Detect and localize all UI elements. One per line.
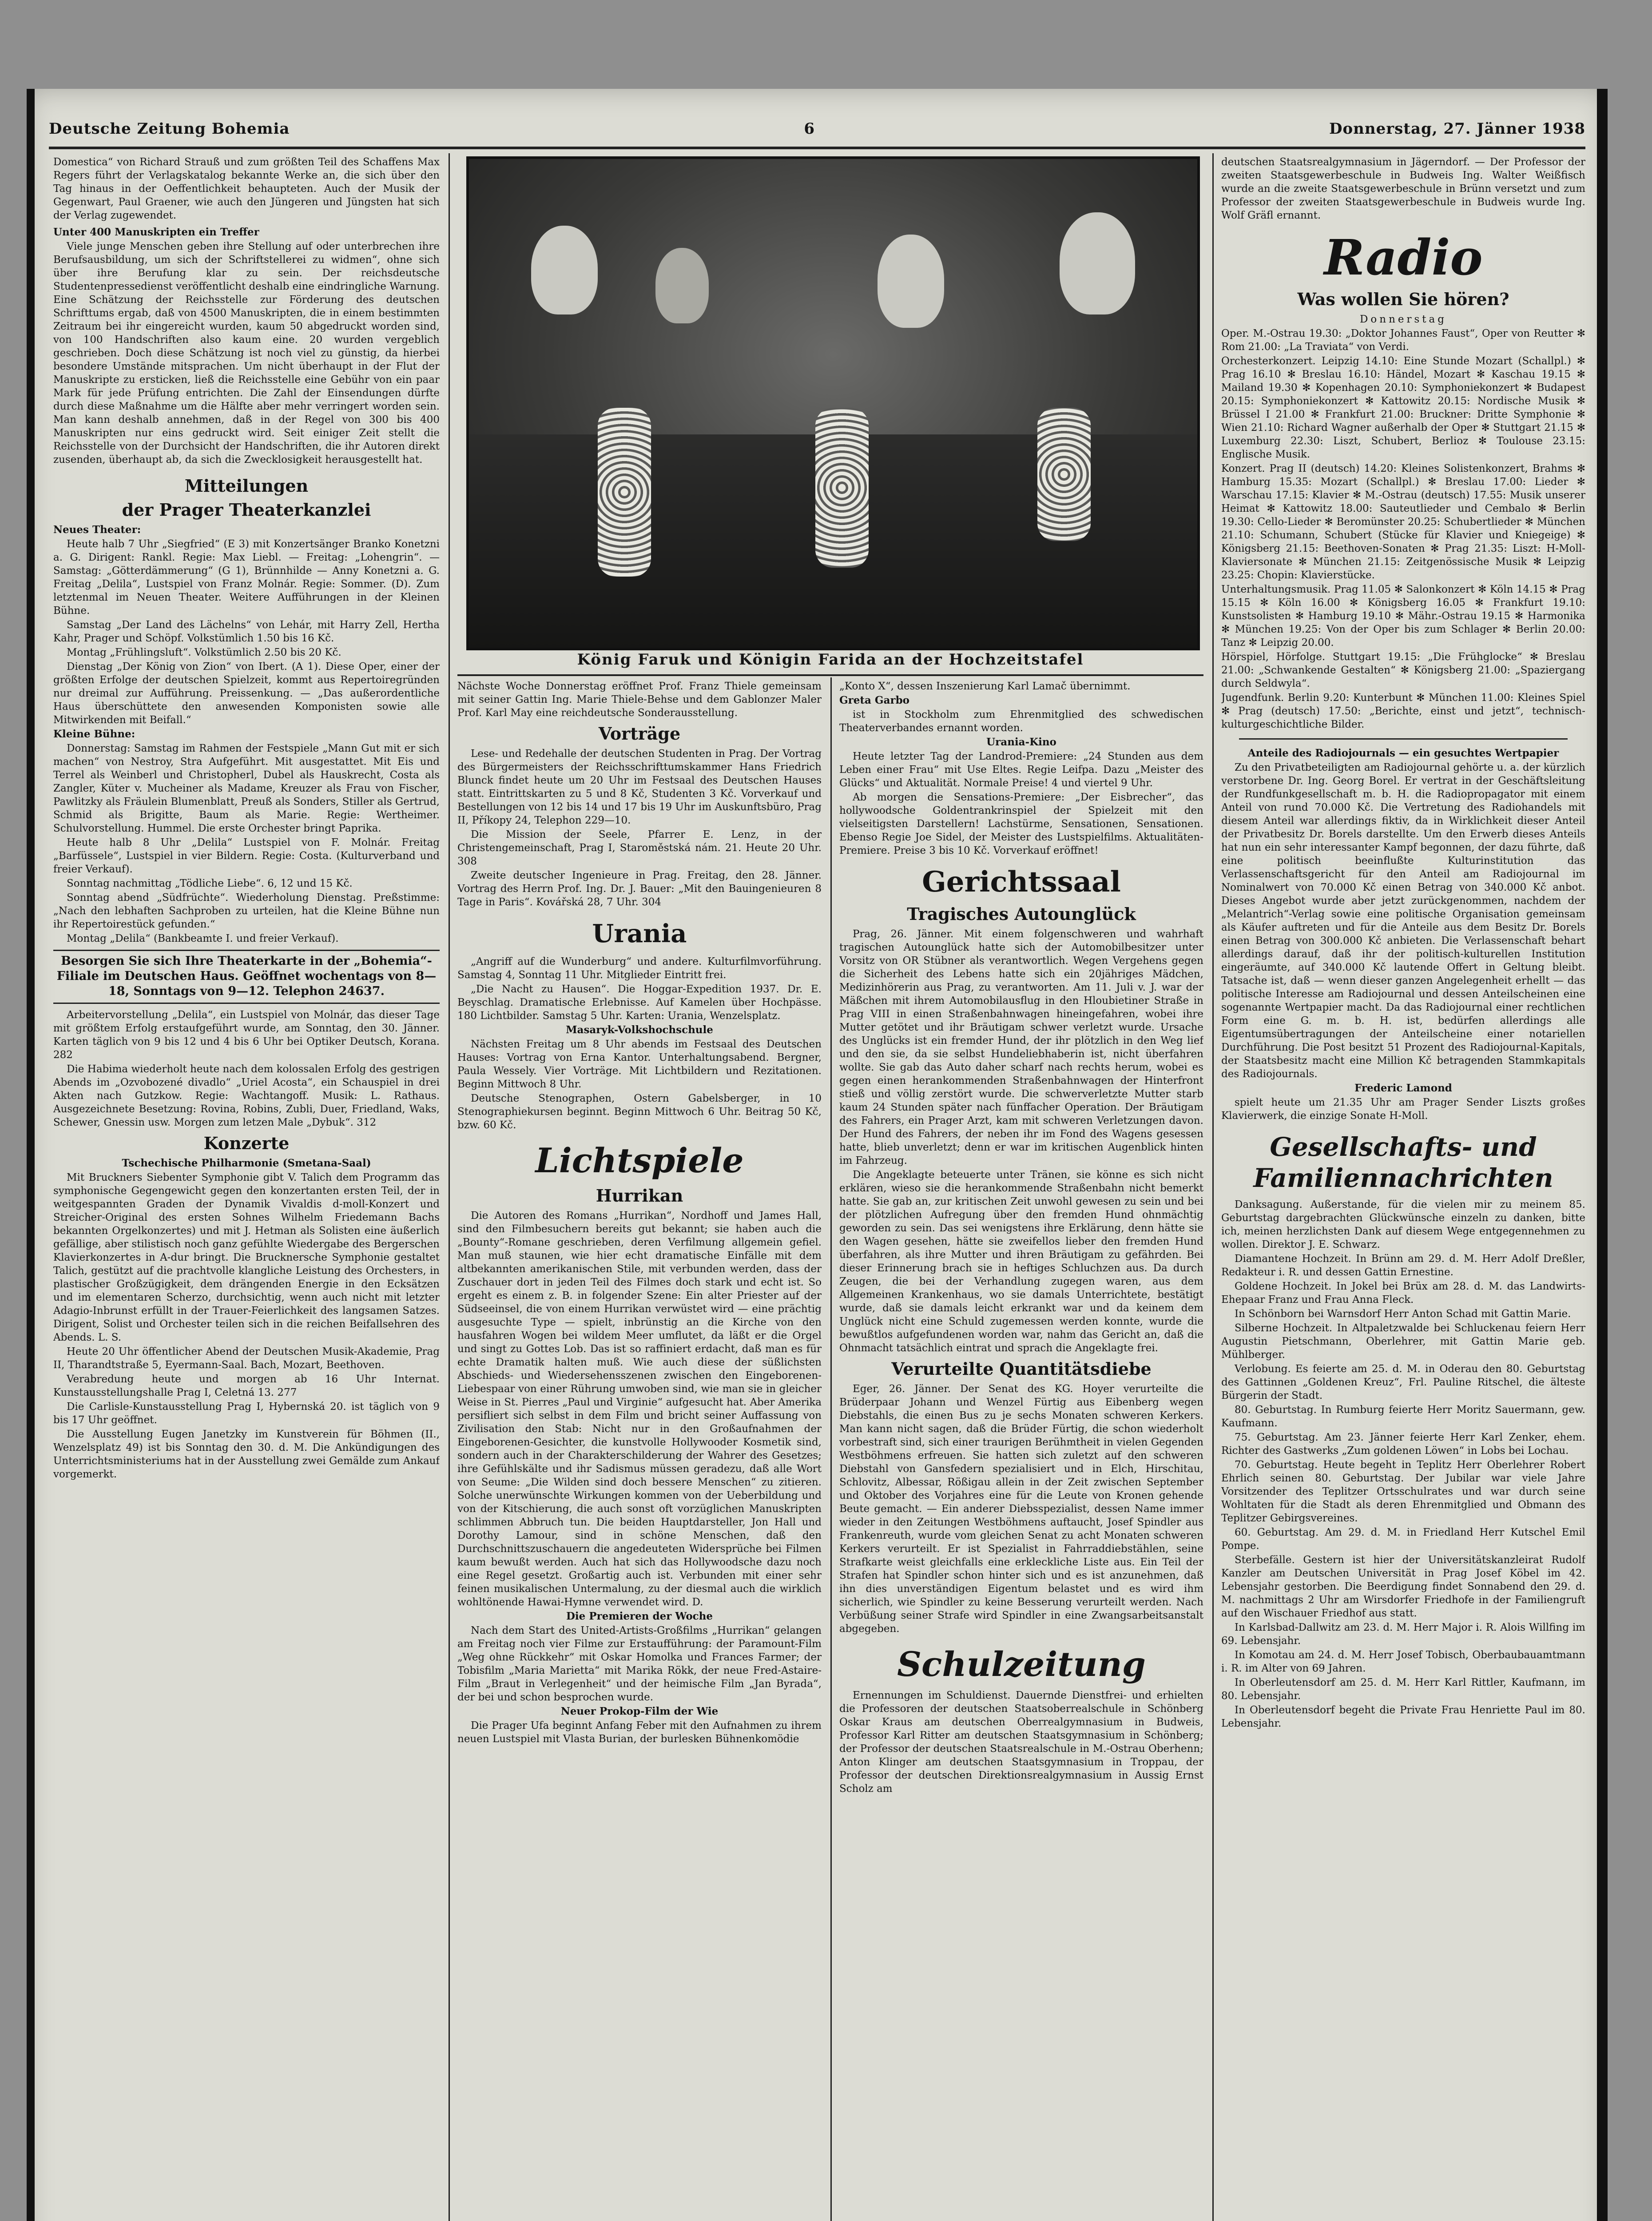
- danksagung: Danksagung. Außerstande, für die vielen mir zu meinem 85. Geburtstag dargebrachten Glückwünsche einzeln zu danken, bitte ich, meinen herzlichsten Dank auf diesem Wege entgegennehmen zu wollen. Direktor J. E. Schwarz.: [1221, 1199, 1585, 1250]
- newspaper-title: Deutsche Zeitung Bohemia: [49, 120, 290, 138]
- subheading-manuscripts: Unter 400 Manuskripten ein Treffer: [53, 226, 259, 238]
- goldene-hochzeit: Goldene Hochzeit. In Jokel bei Brüx am 28. d. M. das Landwirts-Ehepaar Franz und Frau Anna Fleck.: [1221, 1281, 1585, 1306]
- page-number: 6: [804, 120, 815, 138]
- sterbefall-5: In Oberleutensdorf begeht die Private Frau Henriette Paul im 80. Lebensjahr.: [1221, 1704, 1585, 1729]
- urania-kino-text-2: Ab morgen die Sensations-Premiere: „Der Eisbrecher“, das hollywoodsche Goldentrankrinspiel der Spielzeit mit den vielseitigsten Darstellern! Lachstürme, Sensationen, Sensationen. Ebenso Regie Joe Sidel, der Meister des Lustspielfilms. Aktualitäten-Premiere. Preise 3 bis 10 Kč. Vorverkauf eröffnet!: [839, 792, 1203, 856]
- heading-mitteilungen: Mitteilungen: [184, 476, 309, 496]
- radio-konzert: Konzert. Prag II (deutsch) 14.20: Kleines Solistenkonzert, Brahms ✻ Hamburg 15.35: Mozart (Schallpl.) ✻ Breslau 17.00: Lieder ✻ Warschau 17.15: Klavier ✻ M.-Ostrau (deutsch) 17.55: Musik unserer Heimat ✻ Kattowitz 18.00: Sauteutlieder und Cembalo ✻ Berlin 19.30: Cello-Lieder ✻ Beromünster 20.25: Schubertlieder ✻ München 21.10: Schumann, Schubert (Stücke für Klavier und Kniegeige) ✻ Königsberg 21.15: Beethoven-Sonaten ✻ Prag 21.35: Liszt: H-Moll-Klaviersonate ✻ München 21.15: Zeitgenössische Musik ✻ Leipzig 23.25: Chopin: Klavierstücke.: [1221, 463, 1585, 581]
- silberne-hochzeit: Silberne Hochzeit. In Altpaletzwalde bei Schluckenau feiern Herr Augustin Pietschmann, Oberlehrer, mit Gattin Marie geb. Mühlberger.: [1221, 1322, 1585, 1361]
- vortrag-1: Lese- und Redehalle der deutschen Studenten in Prag. Der Vortrag des Bürgermeisters der Reichsschrifttumskammer Hans Friedrich Blunck findet heute um 20 Uhr im Festsaal des Deutschen Hauses statt. Eintrittskarten zu 5 und 8 Kč, Studenten 3 Kč. Vorverkauf und Bestellungen von 12 bis 14 und 17 bis 19 Uhr im Auskunftsbüro, Prag II, Příkopy 24, Telephon 229—10.: [457, 748, 822, 826]
- heading-gerichtssaal: Gerichtssaal: [922, 865, 1121, 899]
- flower-arrangement-1: [598, 408, 651, 577]
- column-divider-2: [830, 677, 832, 2221]
- issue-date: Donnerstag, 27. Jänner 1938: [1329, 120, 1585, 138]
- theater-text-2: Samstag „Der Land des Lächelns“ von Lehár, mit Harry Zell, Hertha Kahr, Prager und Schöpf. Volkstümlich 1.50 bis 16 Kč.: [53, 619, 440, 644]
- article-manuscripts: Viele junge Menschen geben ihre Stellung auf oder unterbrechen ihre Berufsausbildung, um sich der Schriftstellerei zu widmen“, ohne sich über ihre Berufung klar zu sein. Der reichsdeutsche Studentenpressedienst veröffentlicht deshalb eine eindringliche Warnung. Eine Schätzung der Reichsstelle zur Förderung des deutschen Schrifttums ergab, daß von 4500 Manuskripten, die in einem bestimmten Zeitraum bei ihr eingereicht wurden, kaum 50 abgedruckt worden sind, von 100 Handschriften also kaum eine. 20 wurden vergeblich geschrieben. Doch diese Schätzung ist noch viel zu günstig, da hierbei besondere Umstände mitsprachen. Um nicht überhaupt in der Flut der Manuskripte zu ersticken, ließ die Reichsstelle eine Gebühr von ein paar Mark für jede Prüfung entrichten. Die Zahl der Einsendungen dürfte durch diese Maßnahme um die Hälfte aber mehr verringert worden sein. Man kann deshalb annehmen, daß in der Regel von 300 bis 400 Manuskripten nur eins gedruckt wird. Seit einiger Zeit stellt die Reichsstelle von der Durchsicht der Handschriften, die ihr Autoren direkt zusenden, überhaupt ab, da sich die Zwecklosigkeit herausgestellt hat.: [53, 241, 440, 466]
- heading-theaterkanzlei: der Prager Theaterkanzlei: [122, 500, 371, 520]
- heading-radio: Radio: [1324, 229, 1483, 286]
- kleine-buehne-text-1: Donnerstag: Samstag im Rahmen der Festspiele „Mann Gut mit er sich machen“ von Nestroy, Stra Aufgeführt. Mit ausgestattet. Mit Eis und Terrel als Weinberl und Christopherl, Dubel als Hauskrecht, Costa als Zangler, Küter v. Mucheiner als Madame, Kreuzer als Frau von Fischer, Pawlitzky als Fräulein Blumenblatt, Preuß als Sonders, Stiller als Gertrud, Schmid als Brigitte, Baum als Marie. Regie: Wertheimer. Schulvorstellung. Hummel. Die erste Orchester bringt Paprika.: [53, 743, 440, 834]
- subheading-lamond: Frederic Lamond: [1354, 1082, 1452, 1094]
- quantitaetsdiebe-text: Eger, 26. Jänner. Der Senat des KG. Hoyer verurteilte die Brüderpaar Johann und Wenzel Fürtig aus Eibenberg wegen Diebstahls, die einen Bus zu je sechs Monaten schweren Kerkers. Man kann nicht sagen, daß die Brüder Fürtig, die schon wiederholt vorbestraft sind, sich einer traurigen Berühmtheit in vielen Gegenden Westböhmens erfreuen. Sie hatten sich zuletzt auf den schweren Diebstahl von Gansfedern spezialisiert und in Elch, Hirschitau, Schlovitz, Albessar, Rößigau allein in der Zeit zwischen September und Oktober des Vorjahres eine für die Leute von Kronen gehende Beute gemacht. — Ein anderer Diebsspezialist, dessen Name immer wieder in den Zeitungen Westböhmens auftaucht, Josef Spindler aus Frankenreuth, wurde vom gleichen Senat zu acht Monaten schweren Kerkers verurteilt. Er ist Spezialist in Fahrraddiebstählen, seine Strafkarte weist gleichfalls eine erkleckliche Liste aus. Ein Teil der Strafen hat Spindler schon hinter sich und es ist anzunehmen, daß ihn dies unverständigen Eigentum belastet und es wird ihm sicherlich, wie Spindler zu keine Besserung verurteilt werden. Nach Verbüßung seiner Strafe wird Spindler in eine Zwangsarbeitsanstalt abgegeben.: [839, 1383, 1203, 1635]
- arbeitervorstellung-text: Arbeitervorstellung „Delila“, ein Lustspiel von Molnár, das dieser Tage mit größtem Erfolg erstaufgeführt wurde, am Sonntag, den 30. Jänner. Karten täglich von 9 bis 12 und 4 bis 6 Uhr bei Optiker Deutsch, Korana. 282: [53, 1009, 440, 1061]
- sterbefall-3: In Komotau am 24. d. M. Herr Josef Tobisch, Oberbaubauamtmann i. R. im Alter von 69 Jahren.: [1221, 1649, 1585, 1674]
- hurrikan-review: Die Autoren des Romans „Hurrikan“, Nordhoff und James Hall, sind den Filmbesuchern bereits gut bekannt; sie haben auch die „Bounty“-Romane geschrieben, deren Verfilmung allgemein gefiel. Man muß staunen, wie hier echt dramatische Einfälle mit dem altbekannten amerikanischen Stile, mit verbunden werden, dass der Zuschauer dort in jeden Teil des Filmes doch stark und echt ist. So ergeht es einem z. B. in folgender Szene: Ein alter Priester auf der Südseeinsel, die von einem Hurrikan verwüstet wird — eine prächtig ausgesuchte Type — spielt, inbrünstig an die Kirche von den hausfahren Wogen bei wildem Meer umflutet, da läßt er die Orgel und singt zu Gottes Lob. Das ist so raffiniert erdacht, daß man es für echte Dramatik halten muß. Wie auch diese der süßlichsten Abschieds- und Wiedersehensszenen zwischen den Eingeborenen-Liebespaar von einer Rührung umwoben sind, wie man sie in gleicher Weise in St. Pierres „Paul und Virginie“ aufgesucht hat. Aber Amerika persifliert sich selbst in dem Film und bricht seiner Auffassung von Zivilisation den Stab: Nicht nur in den Großaufnahmen der Eingeborenen-Gesichter, die kunstvolle Hollywooder Kosmetik sind, sondern auch in der Charakterschilderung der Wahrer des Gesetzes; ihre Gefühlskälte und ihr Sadismus müssen geradezu, daß alle Wort von Seume: „Die Wilden sind doch bessere Menschen“ zu zitieren. Solche unerwünschte Wirkungen kommen von der Ueberbildung und von der Kitschierung, die auch sonst oft vorzüglichen Manuskripten schlimmen Abbruch tun. Die beiden Hauptdarsteller, Jon Hall und Dorothy Lamour, sind in schöne Menschen, daß den Durchschnittszuschauern die angedeuteten Widersprüche bei Filmen kaum bewußt werden. Auch hat sich das Hollywoodsche dazu noch eine Regel gesetzt. Großartig auch ist. Verbunden mit einer sehr feinen musikalischen Untermalung, zu der diesmal auch die wirklich wohltönende Hawai-Hymne verwendet wird. D.: [457, 1210, 822, 1608]
- radio-hoerspiel: Hörspiel, Hörfolge. Stuttgart 19.15: „Die Frühglocke“ ✻ Breslau 21.00: „Schwankende Gestalten“ ✻ Königsberg 21.00: „Spaziergang durch Seldwyla“.: [1221, 651, 1585, 689]
- autounglueck-text-1: Prag, 26. Jänner. Mit einem folgenschweren und wahrhaft tragischen Autounglück hatte sich der Automobilbesitzer unter Vorsitz von OR Stübner als verantwortlich. Wegen Vergehens gegen die Sicherheit des Lebens hatte sich ein 20jähriges Mädchen, Medizinhörerin aus Prag, zu verantworten. Am 11. Juli v. J. war der Mäßchen mit ihrem Automobilausflug in den Hloubietiner Straße in Prag VIII in einen Straßenbahnwagen hineingefahren, wobei ihre Mutter getötet und ihr Bräutigam schwer verletzt wurde. Ursache des Unglücks ist ein fremder Hund, der ihr plötzlich in den Weg lief und den sie, da sie selbst Hundeliebhaberin ist, nicht überfahren wollte. Sie gab das Auto daher scharf nach rechts herum, wobei es gegen einen herankommenden Straßenbahnwagen der Hinterfront stieß und völlig zerstört wurde. Die schwerverletzte Mutter starb kaum 24 Stunden später nach fünffacher Operation. Der Bräutigam des Fahrers, ein Prager Arzt, kam mit schweren Verletzungen davon. Der Hund des Fahrers, der neben ihr im Fond des Wagens gesessen hatte, blieb unverletzt; denn er war im kritischen Augenblick hinten im Fahrzeug.: [839, 928, 1203, 1166]
- section-rule: [1239, 738, 1568, 740]
- subheading-philharmonie: Tschechische Philharmonie (Smetana-Saal): [122, 1157, 371, 1169]
- staatsrealgymnasium-text: deutschen Staatsrealgymnasium in Jägerndorf. — Der Professor der zweiten Staatsgewerbeschule in Budweis Ing. Walter Weißfisch wurde an die zweite Staatsgewerbeschule in Brünn versetzt und zum Professor der zweiten Staatsgewerbeschule in Budweis wurde Ing. Wolf Gräfl ernannt.: [1221, 156, 1585, 221]
- exhibition-text: Nächste Woche Donnerstag eröffnet Prof. Franz Thiele gemeinsam mit seiner Gattin Ing. Marie Thiele-Behse und dem Gablonzer Maler Prof. Karl May eine reichdeutsche Sonderausstellung.: [457, 681, 822, 719]
- heading-lichtspiele: Lichtspiele: [535, 1141, 744, 1180]
- ticket-office-notice: Besorgen Sie sich Ihre Theaterkarte in der „Bohemia“-Filiale im Deutschen Haus. Geöffnet wochentags von 8—18, Sonntags von 9—12. Telephon 24637.: [56, 954, 437, 998]
- konto-x-text: „Konto X“, dessen Inszenierung Karl Lamač übernimmt.: [839, 681, 1131, 692]
- subheading-garbo: Greta Garbo: [839, 694, 910, 706]
- sterbefall-1: Sterbefälle. Gestern ist hier der Universitätskanzleirat Rudolf Kanzler am Deutschen Universität in Prag Josef Köbel im 42. Lebensjahr gestorben. Die Beerdigung findet Sonnabend den 29. d. M. nachmittags 2 Uhr am Wirsdorfer Friedhofe in der Familiengruft auf den Wischauer Friedhof aus statt.: [1221, 1554, 1585, 1619]
- heading-urania: Urania: [592, 919, 687, 948]
- urania-text-2: „Die Nacht zu Hausen“. Die Hoggar-Expedition 1937. Dr. E. Beyschlag. Dramatische Erlebnisse. Auf Kamelen über Hochpässe. 180 Lichtbilder. Samstag 5 Uhr. Karten: Urania, Wenzelsplatz.: [457, 983, 822, 1022]
- autounglueck-text-2: Die Angeklagte beteuerte unter Tränen, sie könne es sich nicht erklären, wieso sie die herankommende Straßenbahn nicht bemerkt hatte. Sie gab an, zur kritischen Zeit unwohl gewesen zu sein und bei der plötzlichen Aufregung über den fremden Hund ohnmächtig geworden zu sein. Das sei wenigstens ihre Erklärung, denn hätte sie den Wagen gesehen, hätte sie zweifellos lieber den fremden Hund überfahren, als ihre Mutter und ihren Bräutigam zu gefährden. Bei dieser Erinnerung brach sie in heftiges Schluchzen aus. Da durch Zeugen, die bei der Verhandlung zugegen waren, aus dem Allgemeinen Krankenhaus, wo sie damals Unterrichtete, bestätigt wurde, daß sie damals leicht erkrankt war und da keinem dem Unglück nicht eine Schuld zugemessen werden konnte, wurde die bewußtlos aufgefundenen worden war, nahm das Gericht an, daß die Ohnmacht tatsächlich eintrat und sprach die Angeklagte frei.: [839, 1169, 1203, 1354]
- right-edge-shadow: [1597, 89, 1608, 2221]
- geburtstag-75: 75. Geburtstag. Am 23. Jänner feierte Herr Karl Zenker, ehem. Richter des Gastwerks „Zum goldenen Löwen“ in Lobs bei Lochau.: [1221, 1432, 1585, 1457]
- heading-was-wollen-sie-hoeren: Was wollen Sie hören?: [1297, 289, 1509, 309]
- urania-text-1: „Angriff auf die Wunderburg“ und andere. Kulturfilmvorführung. Samstag 4, Sonntag 11 Uhr. Mitglieder Eintritt frei.: [457, 956, 822, 981]
- heading-gesellschaftsnachrichten: Gesellschafts- und Familiennachrichten: [1253, 1132, 1553, 1193]
- heading-schulzeitung: Schulzeitung: [897, 1644, 1146, 1684]
- heading-quantitaetsdiebe: Verurteilte Quantitätsdiebe: [891, 1359, 1152, 1379]
- lamond-text: spielt heute um 21.35 Uhr am Prager Sender Liszts großes Klavierwerk, die einzige Sonate H-Moll.: [1221, 1097, 1585, 1122]
- habima-text: Die Habima wiederholt heute nach dem kolossalen Erfolg des gestrigen Abends im „Ozvobozené divadlo“ „Uriel Acosta“, ein Schauspiel in drei Akten nach Gutzkow. Regie: Wachtangoff. Musik: L. Rathaus. Ausgezeichnete Besetzung: Rovina, Robins, Zubli, Duer, Friedland, Waks, Schewer, Gnessin usw. Morgen zum letzen Male „Dybuk“. 312: [53, 1063, 440, 1128]
- schulzeitung-text: Ernennungen im Schuldienst. Dauernde Dienstfrei- und erhielten die Professoren der deutschen Staatsoberrealschule in Schönberg Oskar Kraus am deutschen Oberrealgymnasium in Budweis, Professor Karl Ritter am deutschen Staatsgymnasium in Schönberg; der Professor der deutschen Staatsrealschule in M.-Ostrau Oberhenn; Anton Klinger am deutschen Staatsgymnasium in Troppau, der Professor der deutschen Direktionsrealgymnasium in Aussig Ernst Scholz am: [839, 1690, 1203, 1795]
- heading-vortraege: Vorträge: [598, 724, 681, 744]
- carlisle-exhibition: Die Carlisle-Kunstausstellung Prag I, Hybernská 20. ist täglich von 9 bis 17 Uhr geöffnet.: [53, 1401, 440, 1426]
- figure-left-2: [655, 248, 709, 323]
- kleine-buehne-text-4: Sonntag abend „Südfrüchte“. Wiederholung Dienstag. Preßstimme: „Nach den lebhaften Sachproben zu urteilen, hat die Kleine Bühne nun ihr Repertoirestück gefunden.“: [53, 892, 440, 930]
- radio-jugendfunk: Jugendfunk. Berlin 9.20: Kunterbunt ✻ München 11.00: Kleines Spiel ✻ Prag (deutsch) 17.50: „Berichte, einst und jetzt“, technisch-kulturgeschichtliche Bilder.: [1221, 692, 1585, 730]
- header-rule: [49, 147, 1585, 149]
- kleine-buehne-text-5: Montag „Delila“ (Bankbeamte I. und freier Verkauf).: [67, 933, 339, 944]
- column-3: [839, 680, 1203, 2221]
- column-divider-3: [1212, 153, 1214, 2221]
- premieren-text: Nach dem Start des United-Artists-Großfilms „Hurrikan“ gelangen am Freitag noch vier Filme zur Erstaufführung: der Paramount-Film „Weg ohne Rückkehr“ mit Oskar Homolka und Frances Farmer; der Tobisfilm „Maria Marietta“ mit Marika Rökk, der neue Fred-Astaire-Film „Braut in Verlegenheit“ und der heimische Film „Jan Byrada“, der bei und schon besprochen wurde.: [457, 1625, 822, 1703]
- radio-oper: Oper. M.-Ostrau 19.30: „Doktor Johannes Faust“, Oper von Reutter ✻ Rom 21.00: „La Traviata“ von Verdi.: [1221, 328, 1585, 353]
- caption-rule: [457, 674, 1203, 676]
- page-header: [49, 113, 1585, 144]
- vortrag-3: Zweite deutscher Ingenieure in Prag. Freitag, den 28. Jänner. Vortrag des Herrn Prof. Ing. Dr. J. Bauer: „Mit den Bauingenieuren 8 Tage in Paris“. Kovářská 28, 7 Uhr. 304: [457, 870, 822, 908]
- theater-text-1: Heute halb 7 Uhr „Siegfried“ (E 3) mit Konzertsänger Branko Konetzni a. G. Dirigent: Rankl. Regie: Max Liebl. — Freitag: „Lohengrin“. — Samstag: „Götterdämmerung“ (G 1), Brünnhilde — Anny Konetzni a. G. Freitag „Delila“, Lustspiel von Franz Molnár. Regie: Sommer. (D). Zum letztenmal im Neuen Theater. Weitere Aufführungen in der Kleinen Bühne.: [53, 538, 440, 617]
- verabredung-notice: Verabredung heute und morgen ab 16 Uhr Internat. Kunstausstellungshalle Prag I, Celetná 13. 277: [53, 1373, 440, 1398]
- radio-orchester: Orchesterkonzert. Leipzig 14.10: Eine Stunde Mozart (Schallpl.) ✻ Prag 16.10 ✻ Breslau 16.10: Händel, Mozart ✻ Kaschau 19.15 ✻ Mailand 19.30 ✻ Kopenhagen 20.10: Symphoniekonzert ✻ Budapest 20.15: Symphoniekonzert ✻ Kattowitz 20.15: Nordische Musik ✻ Brüssel I 21.00 ✻ Frankfurt 21.00: Bruckner: Dritte Symphonie ✻ Wien 21.10: Richard Wagner außerhalb der Oper ✻ Stuttgart 21.15 ✻ Luxemburg 22.30: Liszt, Schubert, Berlioz ✻ Toulouse 23.15: Englische Musik.: [1221, 355, 1585, 460]
- subheading-prokop-film: Neuer Prokop-Film der Wie: [560, 1705, 719, 1717]
- philharmonie-review: Mit Bruckners Siebenter Symphonie gibt V. Talich dem Programm das symphonische Gegengewicht gegen den konzertanten ersten Teil, der in weitgespannten Graden der Dynamik Vivaldis d-moll-Konzert und Streicher-Original des ersten Sohnes Wilhelm Friedemann Bachs bekannten Orgelkonzertes) und mit J. Hetman als Solisten eine äußerlich gefällige, aber stilistisch noch ganz gefühlte Wiedergabe des Bergerschen Klavierkonzertes in A-dur bringt. Die Brucknersche Symphonie gestaltet Talich, gestützt auf die prachtvolle klangliche Leistung des Orchesters, in plastischer Großzügigkeit, dem drängenden Energie in den Ecksätzen und im elementaren Scherzo, durchsichtig, wenn auch nicht mit letzter Adagio-Inbrunst erfüllt in der Trauer-Feierlichkeit des langsamen Satzes. Dirigent, Solist und Orchester teilen sich in die reichen Beifallsehren des Abends. L. S.: [53, 1172, 440, 1343]
- garbo-text: ist in Stockholm zum Ehrenmitglied des schwedischen Theaterverbandes ernannt worden.: [839, 709, 1203, 734]
- volkshochschule-text: Nächsten Freitag um 8 Uhr abends im Festsaal des Deutschen Hauses: Vortrag von Erna Kantor. Unterhaltungsabend. Bergner, Paula Wessely. Vier Vorträge. Mit Lichtbildern und Rezitationen. Beginn Mittwoch 8 Uhr.: [457, 1039, 822, 1090]
- subheading-volkshochschule: Masaryk-Volkshochschule: [566, 1024, 713, 1036]
- column-4: [1221, 155, 1585, 2221]
- figure-left: [531, 226, 598, 314]
- column-divider-1: [449, 153, 450, 2221]
- flower-arrangement-3: [1037, 408, 1091, 541]
- kleine-buehne-text-3: Sonntag nachmittag „Tödliche Liebe“. 6, 12 und 15 Kč.: [67, 878, 353, 889]
- vortrag-2: Die Mission der Seele, Pfarrer E. Lenz, in der Christengemeinschaft, Prag I, Staroměstská nám. 21. Heute 20 Uhr. 308: [457, 829, 822, 867]
- subheading-urania-kino: Urania-Kino: [986, 736, 1056, 748]
- stenographen-text: Deutsche Stenographen, Ostern Gabelsberger, in 10 Stenographiekursen beginnt. Beginn Mittwoch 6 Uhr. Beitrag 50 Kč, bzw. 60 Kč.: [457, 1093, 822, 1131]
- theater-text-4: Dienstag „Der König von Zion“ von Ibert. (A 1). Diese Oper, einer der größten Erfolge der deutschen Spielzeit, kommt aus Repertoiregründen nur dreimal zur Aufführung. Preissenkung. — „Das außerordentliche Haus überschüttete den anwesenden Komponisten sowie alle Mitwirkenden mit Beifall.“: [53, 661, 440, 726]
- radio-unterhaltung: Unterhaltungsmusik. Prag 11.05 ✻ Salonkonzert ✻ Köln 14.15 ✻ Prag 15.15 ✻ Köln 16.00 ✻ Königsberg 16.05 ✻ Frankfurt 19.10: Kunstsolisten ✻ Hamburg 19.10 ✻ Mähr.-Ostrau 19.15 ✻ Harmonika ✻ München 19.25: Von der Oper bis zum Schlager ✻ Berlin 20.00: Tanz ✻ Leipzig 20.00.: [1221, 584, 1585, 649]
- hochzeit-schoenborn: In Schönborn bei Warnsdorf Herr Anton Schad mit Gattin Marie.: [1235, 1308, 1571, 1320]
- flower-arrangement-2: [815, 408, 869, 568]
- heading-hurrikan: Hurrikan: [596, 1186, 683, 1206]
- sterbefall-2: In Karlsbad-Dallwitz am 23. d. M. Herr Major i. R. Alois Willfing im 69. Lebensjahr.: [1221, 1622, 1585, 1647]
- column-2: [457, 680, 822, 2221]
- weekday-label: Donnerstag: [1359, 314, 1447, 325]
- intro-text: Domestica“ von Richard Strauß und zum größten Teil des Schaffens Max Regers führt der Verlagskatalog bekannte Werke an, die sich über den Tag hinaus in der Oeffentlichkeit behaupteten. Auch der Musik der Gegenwart, Paul Graener, wie auch den Jüngeren und Jüngsten hat sich der Verlag zugewendet.: [53, 156, 440, 221]
- heading-autounglueck: Tragisches Autounglück: [907, 904, 1136, 924]
- geburtstag-70: 70. Geburtstag. Heute begeht in Teplitz Herr Oberlehrer Robert Ehrlich seinen 80. Geburtstag. Der Jubilar war viele Jahre Vorsitzender des Teplitzer Ortsschulrates und war durch seine Wohltaten für die Stadt als deren Ehrenmitglied und Obmann des Teplitzer Gebirgsvereines.: [1221, 1459, 1585, 1524]
- akademie-notice: Heute 20 Uhr öffentlicher Abend der Deutschen Musik-Akademie, Prag II, Tharandtstraße 5, Eyermann-Saal. Bach, Mozart, Beethoven.: [53, 1346, 440, 1371]
- geburtstag-80: 80. Geburtstag. In Rumburg feierte Herr Moritz Sauermann, gew. Kaufmann.: [1221, 1404, 1585, 1429]
- subheading-kleine-buehne: Kleine Bühne:: [53, 728, 135, 740]
- theater-text-3: Montag „Frühlingsluft“. Volkstümlich 2.50 bis 20 Kč.: [67, 647, 342, 658]
- geburtstag-60: 60. Geburtstag. Am 29. d. M. in Friedland Herr Kutschel Emil Pompe.: [1221, 1527, 1585, 1552]
- kleine-buehne-text-2: Heute halb 8 Uhr „Delila“ Lustspiel von F. Molnár. Freitag „Barfüssele“, Lustspiel in vier Bildern. Regie: Costa. (Kulturverband und freier Verkauf).: [53, 837, 440, 875]
- subheading-neues-theater: Neues Theater:: [53, 524, 141, 536]
- radiojournal-text: Zu den Privatbeteiligten am Radiojournal gehörte u. a. der kürzlich verstorbene Dr. Ing. Georg Borel. Er vertrat in der Geschäftsleitung der Rundfunkgesellschaft m. b. H. die Radiopropagator mit einem Anteil von rund 70.000 Kč. Die Vertretung des Radiohandels mit diesem Anteil war allerdings fiktiv, da in Wirklichkeit dieser Anteil der Privatbesitz Dr. Borels darstellte. Um den Erwerb dieses Anteils hat nun ein sehr interessanter Kampf begonnen, der dazu führte, daß eine politisch beeinflußte Kulturinstitution das Verlassenschaftsgericht für den Anteil am Radiojournal im Nominalwert von 70.000 Kč einen Betrag von 340.000 Kč anbot. Dieses Angebot wurde aber jetzt zurückgenommen, nachdem der „Melantrich“-Verlag sowie eine politische Organisation gemeinsam als Käufer auftreten und für die Anteile aus dem Besitz Dr. Borels einen Betrag von 300.000 Kč anbieten. Die Verlassenschaft behart allerdings darauf, daß ihr der politisch-kulturellen Institution eingeräumte, auf 340.000 Kč lautende Offert in Geltung bleibt. Tatsache ist, daß — wenn dieser ganzen Angelegenheit erhellt — das politische Interesse am Radiojournal und dessen Anteilscheinen eine sogenannte Wertpapier macht. Da das Radiojournal einer rechtlichen Form eine G. m. b. H. ist, bedürfen allerdings alle Eigentumsübertragungen der Anteilscheine einer notariellen Durchführung. Die Post besitzt 51 Prozent des Radiojournal-Kapitals, der Staatsbesitz macht eine Million Kč betragenden Stammkapitals des Radiojournals.: [1221, 762, 1585, 1080]
- verlobung: Verlobung. Es feierte am 25. d. M. in Oderau den 80. Geburtstag des Gattinnen „Goldenen Kreuz“, Frl. Pauline Ritschel, die älteste Bürgerin der Stadt.: [1221, 1363, 1585, 1401]
- janetzky-exhibition: Die Ausstellung Eugen Janetzky im Kunstverein für Böhmen (II., Wenzelsplatz 49) ist bis Sonntag den 30. d. M. Die Ankündigungen des Unterrichtsministeriums hat in der Ausstellung zwei Gemälde zum Ankauf vorgemerkt.: [53, 1429, 440, 1480]
- sterbefall-4: In Oberleutensdorf am 25. d. M. Herr Karl Rittler, Kaufmann, im 80. Lebensjahr.: [1221, 1677, 1585, 1702]
- urania-kino-text-1: Heute letzter Tag der Landrod-Premiere: „24 Stunden aus dem Leben einer Frau“ mit Use Eltes. Regie Leifpa. Dazu „Meister des Glücks“ und Aktualität. Normale Preise! 4 und viertel 9 Uhr.: [839, 751, 1203, 789]
- diamantene-hochzeit: Diamantene Hochzeit. In Brünn am 29. d. M. Herr Adolf Dreßler, Redakteur i. R. und dessen Gattin Ernestine.: [1221, 1253, 1585, 1278]
- wedding-photo: [466, 156, 1200, 650]
- column-1: [53, 155, 440, 2221]
- figure-right: [1060, 212, 1135, 314]
- prokop-film-text: Die Prager Ufa beginnt Anfang Feber mit den Aufnahmen zu ihrem neuen Lustspiel mit Vlasta Burian, der burlesken Bühnenkomödie: [457, 1720, 822, 1745]
- photo-caption: König Faruk und Königin Farida an der Hochzeitstafel: [577, 651, 1084, 669]
- subheading-radiojournal: Anteile des Radiojournals — ein gesuchtes Wertpapier: [1247, 747, 1559, 759]
- left-edge-shadow: [27, 89, 35, 2221]
- figure-queen: [878, 235, 944, 328]
- heading-konzerte: Konzerte: [203, 1133, 290, 1153]
- subheading-premieren: Die Premieren der Woche: [566, 1610, 713, 1622]
